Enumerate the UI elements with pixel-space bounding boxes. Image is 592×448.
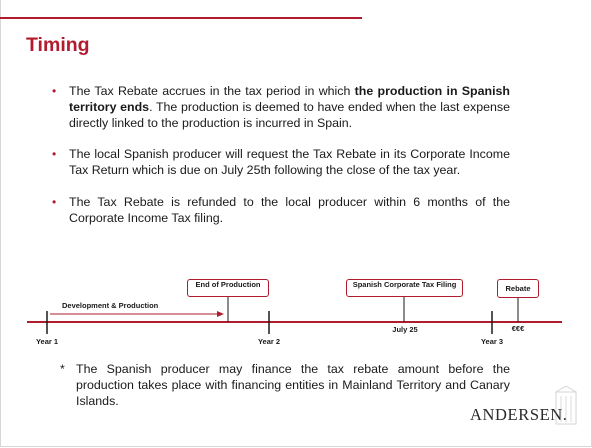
bullet-text: The local Spanish producer will request the Tax Rebate in its Corporate Income Tax Return which is due on July 25th following the close of the tax year. xyxy=(69,147,510,178)
bullet-dot: • xyxy=(52,194,57,209)
bullet-dot: • xyxy=(52,84,57,98)
development-production-label: Development & Production xyxy=(62,301,159,310)
corporate-tax-filing-box: Spanish Corporate Tax Filing xyxy=(346,279,463,297)
bullet-text: The Tax Rebate accrues in the tax period in which xyxy=(69,84,355,98)
rebate-box: Rebate xyxy=(497,279,539,298)
year-1-label: Year 1 xyxy=(35,337,59,346)
bullet-text: The Tax Rebate is refunded to the local producer within 6 months of the Corporate Income Tax filing. xyxy=(69,194,510,225)
footnote xyxy=(60,362,510,409)
footnote-text: The Spanish producer may finance the tax rebate amount before the production takes place with financing entities in Mainland Territory and Canary Islands. xyxy=(76,362,510,408)
bullet-dot: • xyxy=(52,147,57,162)
building-seal-icon xyxy=(555,386,577,426)
bullet-text: . The production is deemed to have ended when the last expense directly linked to the production is incurred in Spain. xyxy=(69,99,510,130)
euro-amount-label: €€€ xyxy=(511,324,525,333)
year-2-label: Year 2 xyxy=(257,337,281,346)
development-arrowhead xyxy=(217,311,224,317)
july-25-label: July 25 xyxy=(392,325,418,334)
year-3-label: Year 3 xyxy=(480,337,504,346)
bullet-emphasis: the production in Spanish territory ends xyxy=(69,84,510,114)
end-of-production-box: End of Production xyxy=(187,279,269,297)
footnote-marker: * xyxy=(60,362,65,376)
slide-title: Timing xyxy=(26,34,90,56)
andersen-logo: ANDERSEN. xyxy=(470,405,568,424)
